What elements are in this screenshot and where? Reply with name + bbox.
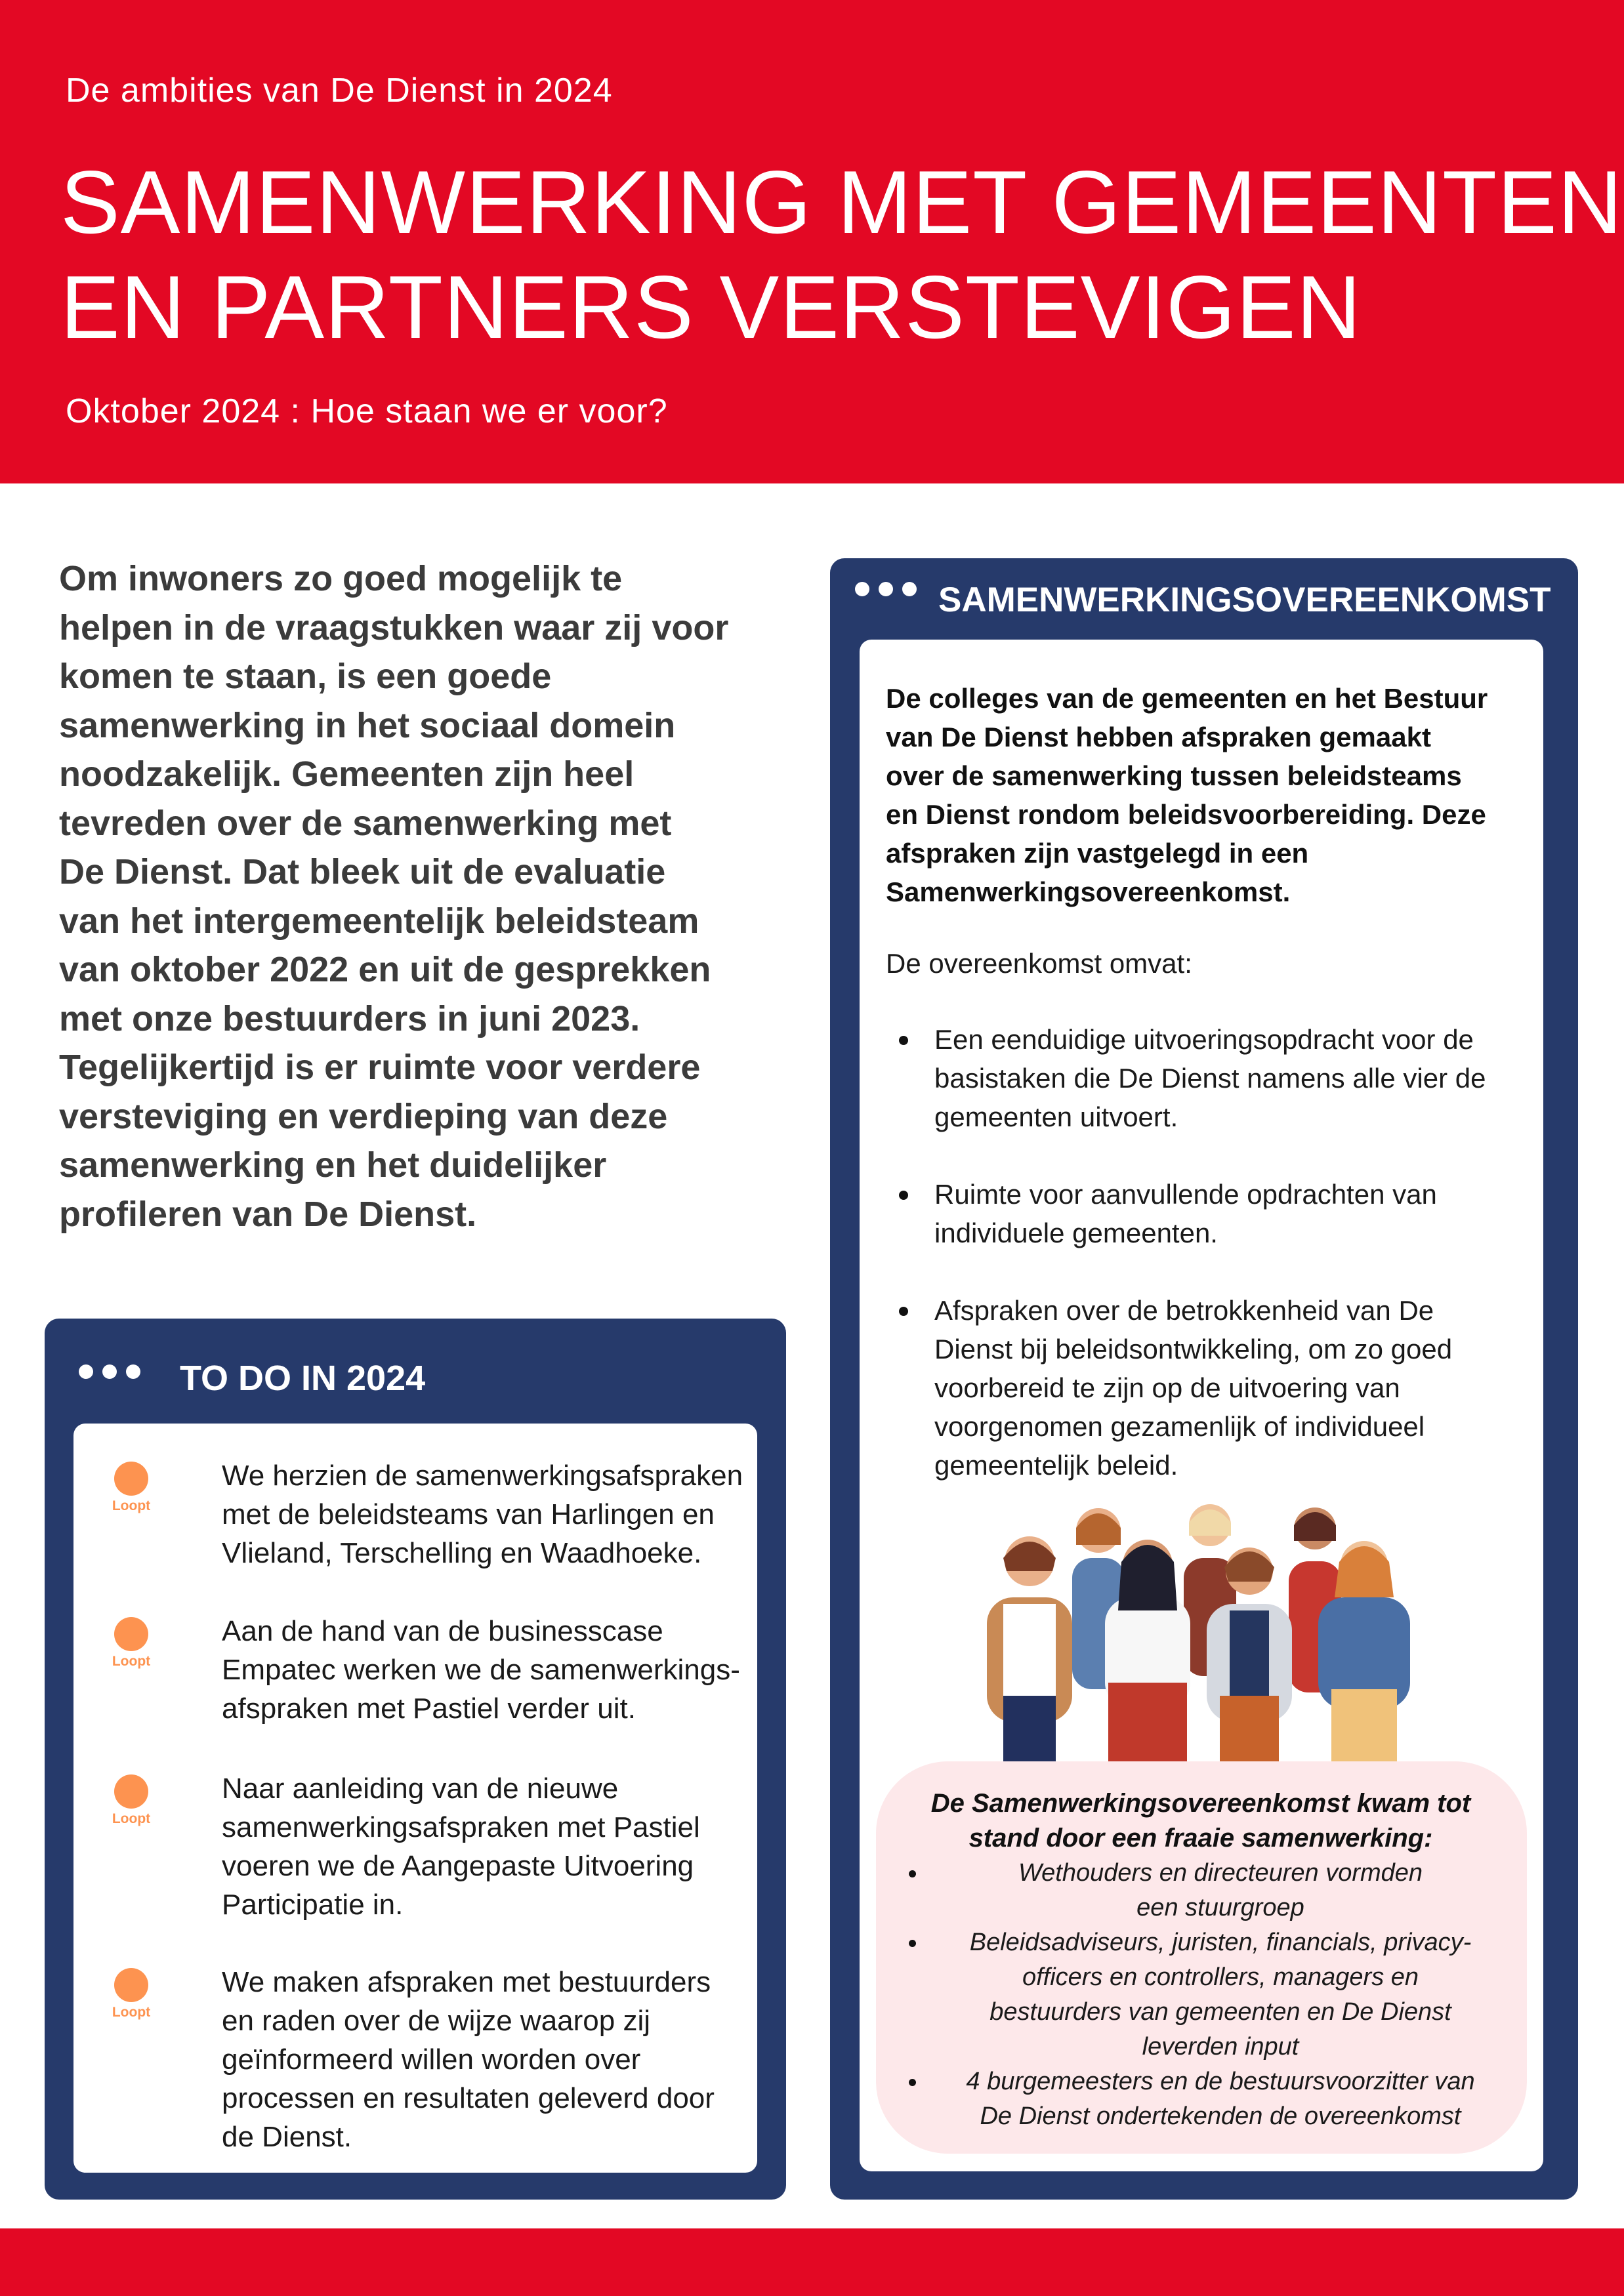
- todo-text-line: Naar aanleiding van de nieuwe: [222, 1773, 619, 1805]
- todo-item-text: [222, 1963, 747, 2156]
- note-line: Wethouders en directeuren vormden: [1018, 1859, 1423, 1887]
- agreement-content: [860, 640, 1543, 2171]
- note-title-line: stand door een fraaie samenwerking:: [968, 1824, 1433, 1853]
- todo-item-text: [222, 1456, 747, 1572]
- note-line: een stuurgroep: [1136, 1894, 1304, 1921]
- status-label: Loopt: [112, 1811, 151, 1826]
- status-indicator: [106, 1968, 156, 2020]
- intro-line: komen te staan, is een goede: [59, 657, 552, 696]
- three-dots-icon: [79, 1364, 140, 1379]
- intro-line: versteviging en verdieping van deze: [59, 1096, 668, 1136]
- list-item-line: individuele gemeenten.: [934, 1218, 1218, 1248]
- agreement-list: [886, 1020, 1535, 1523]
- status-indicator: [106, 1617, 156, 1670]
- todo-item-text: [222, 1612, 747, 1728]
- intro-line: profileren van De Dienst.: [59, 1194, 477, 1234]
- todo-text-line: Empatec werken we de samenwerkings-: [222, 1654, 740, 1686]
- note-title: [902, 1786, 1499, 1856]
- page-title-line-1: SAMENWERKING MET GEMEENTEN: [60, 152, 1623, 252]
- note-list-item: [902, 1925, 1499, 2064]
- intro-paragraph: [59, 554, 768, 1239]
- todo-item-text: [222, 1769, 747, 1924]
- todo-list: [73, 1424, 757, 2173]
- lead-line: over de samenwerking tussen beleidsteams: [886, 760, 1462, 791]
- three-dots-icon: [855, 582, 917, 596]
- status-dot-icon: [114, 1617, 148, 1651]
- page-title: [60, 150, 1623, 359]
- lead-line: en Dienst rondom beleidsvoorbereiding. Deze: [886, 799, 1486, 830]
- group-of-people-illustration: [974, 1499, 1446, 1761]
- intro-line: De Dienst. Dat bleek uit de evaluatie: [59, 852, 666, 892]
- status-dot-icon: [114, 1462, 148, 1496]
- note-list: [902, 1856, 1499, 2134]
- intro-line: met onze bestuurders in juni 2023.: [59, 998, 640, 1038]
- list-item-line: voorbereid te zijn op de uitvoering van: [934, 1372, 1400, 1403]
- todo-text-line: Participatie in.: [222, 1889, 404, 1921]
- page-title-line-2: EN PARTNERS VERSTEVIGEN: [60, 257, 1362, 357]
- footer-bar: [0, 2228, 1624, 2296]
- intro-line: samenwerking en het duidelijker: [59, 1145, 607, 1185]
- agreement-panel-title: SAMENWERKINGSOVEREENKOMST: [938, 581, 1551, 619]
- status-indicator: [106, 1774, 156, 1827]
- list-item-line: Dienst bij beleidsontwikkeling, om zo goed: [934, 1334, 1453, 1364]
- todo-text-line: geïnformeerd willen worden over: [222, 2043, 641, 2076]
- agreement-list-intro: De overeenkomst omvat:: [886, 948, 1192, 979]
- list-item: [886, 1175, 1535, 1252]
- intro-line: Om inwoners zo goed mogelijk te: [59, 559, 623, 598]
- agreement-panel: [830, 558, 1578, 2200]
- note-line: officers en controllers, managers en: [1022, 1963, 1419, 1991]
- lead-line: van De Dienst hebben afspraken gemaakt: [886, 722, 1431, 752]
- intro-line: Tegelijkertijd is er ruimte voor verdere: [59, 1048, 701, 1087]
- todo-panel-title: TO DO IN 2024: [180, 1359, 426, 1398]
- list-item-line: Afspraken over de betrokkenheid van De: [934, 1295, 1434, 1326]
- list-item: [886, 1020, 1535, 1136]
- intro-line: noodzakelijk. Gemeenten zijn heel: [59, 754, 635, 794]
- note-title-line: De Samenwerkingsovereenkomst kwam tot: [930, 1789, 1471, 1818]
- status-label: Loopt: [112, 1498, 151, 1513]
- todo-text-line: samenwerkingsafspraken met Pastiel: [222, 1811, 700, 1843]
- person-figure: [987, 1536, 1072, 1761]
- note-line: De Dienst ondertekenden de overeenkomst: [980, 2102, 1461, 2130]
- agreement-lead: [886, 679, 1529, 911]
- todo-text-line: Vlieland, Terschelling en Waadhoeke.: [222, 1537, 702, 1569]
- header-banner: [0, 0, 1624, 483]
- note-list-item: [902, 2064, 1499, 2134]
- intro-line: van oktober 2022 en uit de gesprekken: [59, 950, 711, 989]
- note-line: Beleidsadviseurs, juristen, financials, privacy-: [969, 1929, 1472, 1956]
- collaboration-note: [876, 1761, 1527, 2154]
- status-label: Loopt: [112, 2005, 151, 2020]
- status-dot-icon: [114, 1968, 148, 2002]
- todo-text-line: voeren we de Aangepaste Uitvoering: [222, 1850, 694, 1882]
- lead-line: De colleges van de gemeenten en het Bestuur: [886, 683, 1488, 714]
- header-subtitle: Oktober 2024 : Hoe staan we er voor?: [66, 392, 668, 430]
- list-item: [886, 1291, 1535, 1485]
- todo-text-line: met de beleidsteams van Harlingen en: [222, 1498, 715, 1530]
- list-item-line: Ruimte voor aanvullende opdrachten van: [934, 1179, 1437, 1210]
- intro-line: samenwerking in het sociaal domein: [59, 705, 676, 745]
- intro-line: tevreden over de samenwerking met: [59, 803, 672, 843]
- list-item-line: Een eenduidige uitvoeringsopdracht voor de: [934, 1024, 1474, 1055]
- todo-text-line: processen en resultaten geleverd door: [222, 2082, 715, 2114]
- todo-text-line: Aan de hand van de businesscase: [222, 1615, 663, 1647]
- todo-text-line: We herzien de samenwerkingsafspraken: [222, 1460, 743, 1492]
- todo-text-line: en raden over de wijze waarop zij: [222, 2005, 651, 2037]
- todo-text-line: de Dienst.: [222, 2121, 352, 2153]
- status-dot-icon: [114, 1774, 148, 1809]
- status-label: Loopt: [112, 1654, 151, 1669]
- note-line: leverden input: [1142, 2033, 1299, 2060]
- note-line: bestuurders van gemeenten en De Dienst: [989, 1998, 1451, 2026]
- list-item-line: gemeentelijk beleid.: [934, 1450, 1178, 1481]
- todo-panel: [45, 1319, 786, 2200]
- todo-text-line: afspraken met Pastiel verder uit.: [222, 1692, 636, 1725]
- lead-line: Samenwerkingsovereenkomst.: [886, 876, 1291, 907]
- header-kicker: De ambities van De Dienst in 2024: [66, 72, 613, 110]
- status-indicator: [106, 1462, 156, 1514]
- note-line: 4 burgemeesters en de bestuursvoorzitter van: [966, 2068, 1475, 2095]
- note-list-item: [902, 1856, 1499, 1925]
- intro-line: van het intergemeentelijk beleidsteam: [59, 901, 699, 941]
- list-item-line: basistaken die De Dienst namens alle vier de: [934, 1063, 1486, 1094]
- lead-line: afspraken zijn vastgelegd in een: [886, 838, 1309, 869]
- todo-text-line: We maken afspraken met bestuurders: [222, 1966, 711, 1998]
- intro-line: helpen in de vraagstukken waar zij voor: [59, 607, 729, 647]
- list-item-line: gemeenten uitvoert.: [934, 1101, 1178, 1132]
- list-item-line: voorgenomen gezamenlijk of individueel: [934, 1411, 1425, 1442]
